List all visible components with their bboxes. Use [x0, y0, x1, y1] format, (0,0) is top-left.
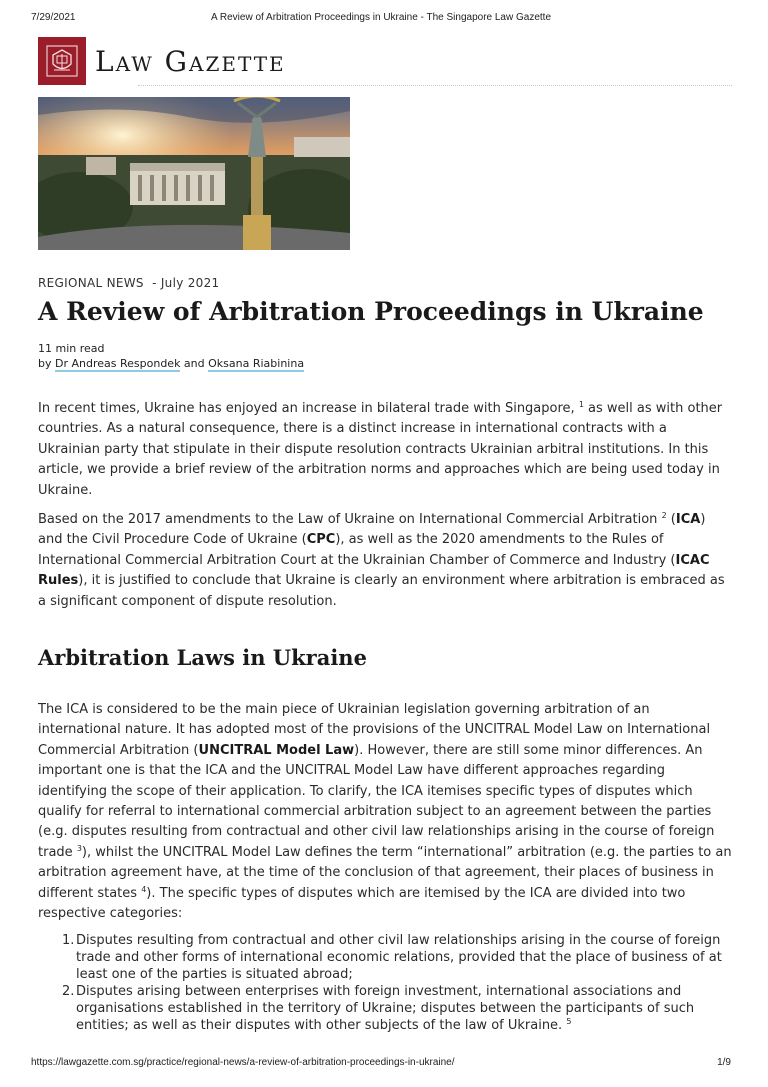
article-title: A Review of Arbitration Proceedings in Ukraine	[38, 297, 704, 326]
by-label: by	[38, 357, 55, 370]
site-header	[38, 37, 732, 88]
author-link-riabinina[interactable]: Oksana Riabinina	[208, 357, 305, 370]
ica-paragraph	[38, 700, 732, 924]
text-run: The ICA is considered to be the main piece of Ukrainian legislation governing arbitration of an international nature. It has adopted most of the provisions of the UNCITRAL Model Law on International Commercial Arbitration (	[38, 702, 711, 758]
text-run: (	[666, 512, 676, 527]
header-divider	[138, 85, 732, 86]
text-run: ), as well as the 2020 amendments to the Rules of International Commercial Arbitration Court at the Ukrainian Chamber of Commerce and Industry (	[38, 532, 676, 568]
footnote-ref-2[interactable]: 2	[661, 511, 667, 520]
page-number: 1/9	[717, 1057, 731, 1068]
footnote-ref-5[interactable]: 5	[566, 1017, 572, 1026]
text-run: ). The specific types of disputes which are itemised by the ICA are divided into two respective categories:	[38, 885, 686, 922]
category-label[interactable]: REGIONAL NEWS	[38, 276, 144, 290]
and-label: and	[180, 357, 209, 370]
defined-term-cpc: CPC	[306, 532, 336, 548]
law-society-crest-icon[interactable]	[38, 37, 86, 85]
list-item-text: Disputes resulting from contractual and other civil law relationships arising in the course of foreign trade and other forms of international economic relations, provided that the place of business of at least one of the parties is situated abroad;	[76, 933, 722, 982]
list-number: 1.	[62, 933, 75, 948]
defined-term-icac-rules: ICAC Rules	[38, 552, 710, 589]
article-meta	[38, 276, 219, 290]
dispute-categories-list	[38, 932, 732, 1034]
print-url: https://lawgazette.com.sg/practice/regional-news/a-review-of-arbitration-proceedings-in-ukraine/	[31, 1057, 455, 1068]
law-gazette-wordmark[interactable]: Law Gazette	[95, 45, 286, 78]
text-run: ). However, there are still some minor differences. An important one is that the ICA and the UNCITRAL Model Law have different approaches regarding identifying the scope of their application. To clarify, the ICA itemises specific types of disputes which qualify for referral to international commercial arbitration subject to an agreement between the parties (e.g. disputes resulting from contractual and other civil law relationships arising in the course of foreign trade	[38, 742, 715, 860]
text-run: ) and the Civil Procedure Code of Ukraine (	[38, 512, 706, 548]
text-run: ), it is justified to conclude that Ukraine is clearly an environment where arbitration is embraced as a significant component of dispute resolution.	[38, 573, 725, 609]
text-run: Based on the 2017 amendments to the Law of Ukraine on International Commercial Arbitration	[38, 512, 658, 527]
list-number: 2.	[62, 984, 75, 999]
read-time: 11 min read	[38, 342, 105, 355]
text-run: ), whilst the UNCITRAL Model Law defines the term “international” arbitration (e.g. the parties to an arbitration agreement have, at the time of the conclusion of that agreement, their places of business in different states	[38, 844, 732, 901]
hero-image	[38, 97, 350, 250]
footnote-ref-4[interactable]: 4	[141, 884, 147, 894]
defined-term-ica: ICA	[675, 512, 701, 527]
defined-term-uncitral: UNCITRAL Model Law	[198, 742, 355, 758]
footnote-ref-3[interactable]: 3	[76, 843, 82, 853]
amendments-paragraph	[38, 510, 732, 612]
print-date: 7/29/2021	[31, 12, 76, 23]
print-page-title: A Review of Arbitration Proceedings in Ukraine - The Singapore Law Gazette	[211, 12, 551, 23]
list-item	[38, 932, 732, 983]
intro-paragraph	[38, 399, 732, 501]
list-item	[38, 983, 732, 1034]
date-separator: -	[152, 276, 161, 290]
section-heading: Arbitration Laws in Ukraine	[38, 645, 367, 670]
list-item-text: Disputes arising between enterprises with foreign investment, international associations and organisations established in the territory of Ukraine; disputes between the participants of such entities; as well as their disputes with other subjects of the law of Ukraine.	[76, 984, 695, 1033]
footnote-ref-1[interactable]: 1	[578, 400, 584, 409]
byline	[38, 356, 304, 371]
text-run: as well as with other countries. As a natural consequence, there is a distinct increase in international contracts with a Ukrainian party that stipulate in their dispute resolution contracts Ukrainian arbitral institutions. In this article, we provide a brief review of the arbitration norms and approaches which are being used today in Ukraine.	[38, 401, 723, 498]
author-link-respondek[interactable]: Dr Andreas Respondek	[55, 357, 181, 370]
text-run: In recent times, Ukraine has enjoyed an increase in bilateral trade with Singapore,	[38, 401, 575, 416]
publish-date: July 2021	[160, 276, 220, 290]
